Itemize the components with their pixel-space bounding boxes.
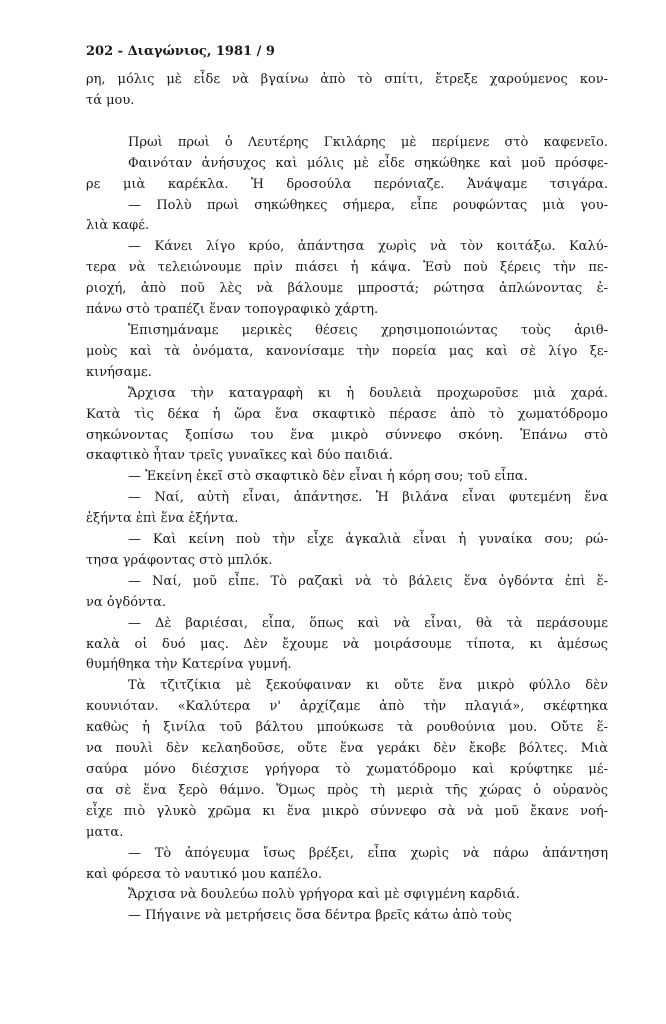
text-line: — Πολὺ πρωὶ σηκώθηκες σήμερα, εἶπε ρουφώντας μιὰ γου-: [128, 197, 608, 213]
text-line: θυμήθηκα τὴν Κατερίνα γυμνή.: [86, 657, 292, 673]
text-line: Πρωὶ πρωὶ ὁ Λευτέρης Γκιλάρης μὲ περίμενε στὸ καφενεῖο.: [128, 134, 608, 150]
text-line: σα σὲ ἕνα ξερὸ θάμνο. Ὅμως πρὸς τὴ μεριὰ τῆς χώρας ὁ οὐρανὸς: [86, 782, 608, 798]
text-line: ἑξήντα ἐπὶ ἕνα ἑξήντα.: [86, 511, 239, 527]
text-line: ρε μιὰ καρέκλα. Ἡ δροσούλα περόνιαζε. Ἀνάψαμε τσιγάρα.: [86, 176, 608, 192]
text-line: — Κάνει λίγο κρύο, ἀπάντησα χωρὶς νὰ τὸν κοιτάξω. Καλύ-: [128, 239, 608, 255]
text-line: — Τὸ ἀπόγευμα ἴσως βρέξει, εἶπα χωρὶς νὰ πάρω ἀπάντηση: [128, 845, 608, 861]
text-line: σαύρα μόνο διέσχισε γρήγορα τὸ χωματόδρομο καὶ κρύφτηκε μέ-: [86, 762, 608, 777]
text-line: μοὺς καὶ τὰ ὀνόματα, κανονίσαμε τὴν πορεία μας καὶ σὲ λίγο ξε-: [86, 343, 608, 359]
text-line: — Ναί, μοῦ εἶπε. Τὸ ραζακὶ νὰ τὸ βάλεις ἕνα ὀγδόντα ἐπὶ ἕ-: [128, 573, 608, 589]
text-line: καλὰ οἱ δυό μας. Δὲν ἔχουμε νὰ μοιράσουμε τίποτα, κι ἀμέσως: [86, 636, 608, 652]
text-line: λιὰ καφέ.: [86, 218, 150, 234]
text-line: ρη, μόλις μὲ εἶδε νὰ βγαίνω ἀπὸ τὸ σπίτι, ἔτρεξε χαρούμενος κον-: [86, 72, 608, 87]
text-line: σηκώνοντας ξοπίσω του ἕνα μικρὸ σύννεφο σκόνη. Ἐπάνω στὸ: [86, 427, 608, 443]
text-line: να ὀγδόντα.: [86, 594, 167, 610]
running-header: 202 - Διαγώνιος, 1981 / 9: [86, 44, 275, 59]
text-line: καθὼς ἡ ξινίλα τοῦ βάλτου μπούκωσε τὰ ρουθούνια μου. Οὔτε ἕ-: [86, 720, 608, 736]
text-line: Ἄρχισα νὰ δουλεύω πολὺ γρήγορα καὶ μὲ σφιγμένη καρδιά.: [128, 887, 520, 903]
text-line: τησα γράφοντας στὸ μπλόκ.: [86, 552, 273, 568]
text-line: — Καὶ κείνη ποὺ τὴν εἶχε ἀγκαλιὰ εἶναι ἡ γυναίκα σου; ρώ-: [128, 532, 608, 548]
text-line: εἶχε πιὸ γλυκὸ χρῶμα κι ἕνα μικρὸ σύννεφο σὰ νὰ μοῦ ἔκανε νοή-: [86, 803, 608, 819]
text-line: — Ναί, αὐτὴ εἶναι, ἀπάντησε. Ἡ βιλάνα εἶναι φυτεμένη ἕνα: [128, 490, 608, 506]
text-line: τά μου.: [86, 92, 135, 108]
text-line: ματα.: [86, 824, 124, 840]
text-line: Κατὰ τὶς δέκα ἡ ὥρα ἕνα σκαφτικὸ πέρασε ἀπὸ τὸ χωματόδρομο: [86, 406, 608, 422]
text-line: Φαινόταν ἀνήσυχος καὶ μόλις μὲ εἶδε σηκώθηκε καὶ μοῦ πρόσφε-: [128, 155, 608, 171]
text-line: — Δὲ βαριέσαι, εἶπα, ὅπως καὶ νὰ εἶναι, θὰ τὰ περάσουμε: [128, 615, 608, 631]
text-line: καὶ φόρεσα τὸ ναυτικό μου καπέλο.: [86, 866, 323, 882]
text-line: κουνιόταν. «Καλύτερα ν' ἀρχίζαμε ἀπὸ τὴν πλαγιά», σκέφτηκα: [86, 699, 608, 715]
text-line: σκαφτικὸ ἦταν τρεῖς γυναῖκες καὶ δύο παιδιά.: [86, 448, 393, 464]
text-line: Ἐπισημάναμε μερικὲς θέσεις χρησιμοποιώντας τοὺς ἀριθ-: [128, 322, 608, 338]
text-line: τερα νὰ τελειώνουμε πρὶν πιάσει ἡ κάψα. Ἐσὺ ποὺ ξέρεις τὴν πε-: [86, 260, 608, 276]
text-line: κινήσαμε.: [86, 364, 152, 380]
body-text: [86, 70, 608, 927]
text-line: ριοχή, ἀπὸ ποῦ λὲς νὰ βάλουμε μπροστά; ρώτησα ἁπλώνοντας ἐ-: [86, 281, 608, 297]
text-line: — Πήγαινε νὰ μετρήσεις ὅσα δέντρα βρεῖς κάτω ἀπὸ τοὺς: [128, 908, 512, 924]
text-line: να πουλὶ δὲν κελαηδοῦσε, οὔτε ἕνα γεράκι δὲν ἔκοβε βόλτες. Μιὰ: [86, 741, 608, 757]
text-line: πάνω στὸ τραπέζι ἕναν τοπογραφικὸ χάρτη.: [86, 302, 379, 318]
text-line: — Ἐκείνη ἐκεῖ στὸ σκαφτικὸ δὲν εἶναι ἡ κόρη σου; τοῦ εἶπα.: [128, 469, 528, 485]
text-line: Ἄρχισα τὴν καταγραφὴ κι ἡ δουλειὰ προχωροῦσε μιὰ χαρά.: [128, 385, 608, 401]
text-line: Τὰ τζιτζίκια μὲ ξεκούφαιναν κι οὔτε ἕνα μικρὸ φύλλο δὲν: [128, 678, 608, 694]
